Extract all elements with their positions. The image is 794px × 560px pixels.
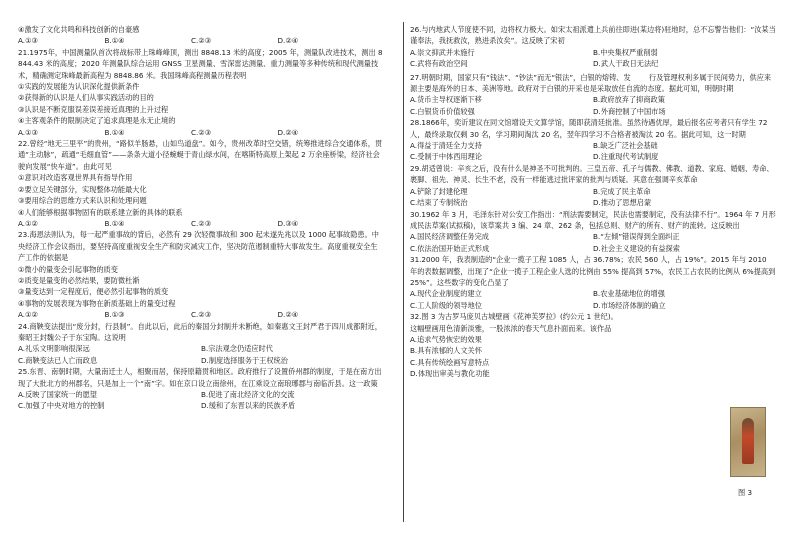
answer-options-row	[410, 106, 776, 117]
answer-option: D.③④	[277, 218, 299, 228]
answer-option: C.工人阶级的领导地位	[410, 300, 482, 310]
answer-options-row	[18, 355, 384, 366]
answer-option: A.得益于清廷全力支持	[410, 141, 482, 151]
answer-option: C.结束了专制统治	[410, 198, 468, 208]
question-line: 22.曾经“地无三里平”的贵州，“路似羊肠悬，山如鸟道盘”。如今，贵州改革时空交错，统筹推进综合交通体系，贯通“主动脉”，疏通“毛细血管”——条条大道小径蜿蜒于青山绿水间，在喀斯特高原上架起 2 万余座桥梁，经济社会驶向发展“快车道”。由此可见	[18, 139, 383, 171]
question-line: ④事物的发展表现为事物在新质基础上的量变过程	[18, 298, 176, 308]
answer-options-row	[18, 127, 384, 138]
question-line: 25.东晋、南朝时期，大量南迁士人，相聚而居，保持原籍贯和地区。政府推行了设置侨州郡的制度，于是在南方出现了大批北方的州郡名，只是加上一个“南”字。如在京口设立南徐州，在江乘设立南琅琊郡与南临沂县。这一政策	[18, 367, 382, 388]
answer-option: D.②④	[277, 36, 299, 46]
question-line: B.具有浓郁的人文关怀	[410, 346, 482, 356]
fresco-figure-3-image	[730, 407, 766, 477]
answer-option: C.受制于中体西用理论	[410, 152, 482, 162]
question-line: ②要立足关键部分，实现整体功能最大化	[18, 184, 147, 194]
answer-option: A.铲除了封建伦理	[410, 186, 468, 196]
answer-option: D.制度选择服务于王权统治	[201, 355, 288, 365]
answer-option: D.武人干政日无法纪	[593, 59, 659, 69]
answer-option: C.白银货币价值较强	[410, 106, 475, 116]
question-line: C.具有传统绘画写意特点	[410, 357, 490, 367]
answer-options-row	[410, 243, 776, 254]
answer-option: B.农业基础地位的增强	[593, 289, 665, 299]
question-line: 31.2000 年，我表制造的“企业一揽子工程 1085 人，占 36.78%；农民 560 人，占 19%”。2015 年与 2010 年的表数据调整，出现了“企业一揽子工程企业人选的比例由 55% 提高到 57%，农民工占农民的比例从 6%提高到 25%”。这些数字的变化凸显了	[410, 255, 778, 287]
question-line: 23.海恩法则认为，每一起严重事故的背后，必然有 29 次轻微事故和 300 起未遂先兆以及 1000 起事故隐患。中央经济工作会议指出，要坚持高度重视安全生产和防灾减灾工作，坚决防范遏制重特大事故发生。高度重视安全生产工作的依据是	[18, 230, 379, 263]
answer-options-row	[18, 400, 384, 411]
question-line: ④人们能够根据事物固有的联系建立新的具体的联系	[18, 207, 183, 217]
answer-option: D.推动了思想启蒙	[593, 198, 652, 208]
question-line: 21.1975年，中国测量队首次将战标带上珠峰峰顶，测出 8848.13 米的高度；2005 年，测量队改进技术，测出 8844.43 米的高度；2020 年测量队综合运用 GNSS 卫星测量、雪深雷达测量、重力测量等多种传统和现代测量技术，精确测定珠峰最新高程为 8848.86 米。我国珠峰高程测量历程表明	[18, 47, 383, 80]
question-line: ②获得新的认识是人们从事实践活动的目的	[18, 93, 154, 103]
question-line: ③要用综合的思维方式来认识和处理问题	[18, 196, 147, 206]
answer-option: B.①④	[104, 218, 125, 228]
question-line: 27.明朝时期，国家只有“钱法”、“钞法”而无“银法”，白银的熔铸、发 行及管理权利多属于民间势力，供应来源主要是海外的日本、美洲等地。政府对于白银的开采也是采取放任自流的态度。据此可知，明朝时期	[410, 72, 772, 94]
question-line: 32.图 3 为古罗马庞贝古城壁画《花神芙罗拉》(约公元 1 世纪)。	[410, 312, 618, 322]
answer-option: B.“左倾”错误得到全面纠正	[593, 232, 680, 242]
question-line: ③量变达到一定程度后，便必然引起事物的质变	[18, 287, 169, 297]
answer-options-row	[410, 151, 776, 162]
left-column	[18, 24, 384, 412]
answer-options-row	[410, 231, 776, 242]
answer-options-row	[410, 300, 776, 311]
answer-options-row	[410, 140, 776, 151]
answer-option: A.崇文抑武并未施行	[410, 47, 475, 57]
answer-option: C.依法治国开始正式形成	[410, 243, 490, 253]
answer-option: A.①②	[18, 310, 38, 320]
answer-options-row	[18, 389, 384, 400]
answer-option: A.反映了国家统一的愿望	[18, 390, 97, 399]
answer-option: A.①③	[18, 36, 38, 46]
answer-option: A.现代企业制度的建立	[410, 289, 482, 299]
question-line: ②质变是量变的必然结果，要防微杜渐	[18, 275, 140, 285]
answer-option: C.②③	[191, 310, 212, 320]
answer-option: D.注重现代考试制度	[593, 152, 659, 162]
answer-option: B.①④	[104, 127, 125, 137]
answer-options-row	[18, 218, 384, 229]
answer-option: D.②④	[277, 127, 299, 137]
answer-option: B.政府放弃了抑商政策	[593, 95, 665, 105]
answer-option: A.国民经济调整任务完成	[410, 232, 489, 242]
question-line: 29.胡适曾说：辛亥之后，没有什么是神圣不可批判的。三皇五帝、孔子与儒教、佛教、道教、家庭、婚姻、寿命、裹脚、祖先、神灵、长生不老，没有一样能逃过批评家的批判与质疑。其意在强调辛亥革命	[410, 163, 774, 185]
answer-options-row	[18, 343, 384, 354]
question-line: ①意识对改造客观世界具有指导作用	[18, 173, 133, 183]
question-line: 26.与内地武人节度使不同，边将权力极大。如宋太祖派遣上兵前往即进(某边将)驻地时，总不忘警告他们：“汝某当谨奉法，我抚救汝，熟进杀汝矣”。这反映了宋初	[410, 25, 776, 46]
question-line: ④主客观条件的限制决定了追求真理是永无止境的	[18, 116, 176, 126]
answer-options-row	[410, 288, 776, 299]
question-line: 24.商鞅变法提出“废分封，行县制”。自此以后，此后的秦国分封制并未断绝，如秦惠文王封严君于四川成都附近，秦昭王封魏公子于东宝陶。这说明	[18, 321, 382, 342]
answer-options-row	[18, 309, 384, 320]
question-line: A.追求气势恢宏的效果	[410, 334, 482, 344]
answer-options-row	[410, 186, 776, 197]
answer-option: C.②③	[191, 218, 212, 228]
flora-figure-shape	[742, 418, 754, 464]
answer-option: D.市场经济体制的确立	[593, 300, 666, 310]
answer-option: A.①②	[18, 218, 38, 228]
question-line: 28.1866年，奕䜣建议在同文馆增设天文算学馆，随即获清廷批准。虽然待遇优厚，最后报名应考者只有学生 72 人，最终录取仅剩 30 名，学习期间淘汰 20 名，翌年四学习不合格者被淘汰 20 名。据此可知，这一时期	[410, 118, 770, 139]
right-column	[410, 24, 776, 380]
answer-option: D.外商控制了中国市场	[593, 106, 666, 116]
question-line: ①实践的发展能为认识深化提供新条件	[18, 82, 140, 92]
question-line: 30.1962 年 3 月，毛泽东针对公安工作指出：“刑法需要制定，民法也需要制定，没有法律不行”。1964 年 7 月形成民法草案(试拟稿)，该草案共 3 编、24 章、262 条，包括总则、财产的所有、财产的流转。这反映出	[410, 209, 776, 230]
answer-option: C.武将有政治空间	[410, 59, 468, 69]
answer-option: B.促进了南北经济文化的交流	[201, 390, 295, 399]
answer-option: B.①④	[104, 36, 125, 46]
answer-options-row	[410, 47, 776, 58]
answer-option: D.②④	[277, 310, 299, 320]
answer-option: B.完成了民主革命	[593, 186, 651, 196]
question-line: ①微小的量变会引起事物的质变	[18, 264, 118, 274]
column-divider	[403, 22, 404, 522]
answer-options-row	[410, 197, 776, 208]
question-line: 这幅壁画用色清新淡雅，一股浓浓的春天气息扑面而来。该作品	[410, 323, 612, 333]
question-line: ③认识是不断克服误差误差接近真理的上升过程	[18, 104, 169, 114]
answer-option: B.①③	[104, 310, 125, 320]
answer-options-row	[410, 94, 776, 105]
answer-option: C.加强了中央对地方的控制	[18, 401, 105, 411]
figure-caption: 图 3	[738, 488, 753, 497]
answer-option: C.②③	[191, 36, 212, 46]
answer-option: D.社会主义建设的有益探索	[593, 243, 680, 253]
answer-option: D.缓和了东晋以来的民族矛盾	[201, 401, 296, 411]
answer-option: C.商鞅变法已人亡而政息	[18, 355, 98, 365]
answer-option: C.②③	[191, 127, 212, 137]
answer-option: A.货币主导权逐渐下移	[410, 95, 482, 105]
answer-option: B.宗法观念仍适应时代	[201, 344, 273, 354]
question-line: D.体现出审美与教化功能	[410, 369, 490, 379]
answer-option: A.礼乐文明影响很深远	[18, 344, 90, 354]
answer-option: A.①③	[18, 127, 38, 137]
answer-option: B.中央集权严重削弱	[593, 47, 658, 57]
question-line: ④激发了文化共鸣和科技创新的自豪感	[18, 25, 140, 34]
answer-options-row	[410, 58, 776, 69]
answer-option: B.缺乏广泛社会基础	[593, 141, 658, 151]
answer-options-row	[18, 35, 384, 46]
